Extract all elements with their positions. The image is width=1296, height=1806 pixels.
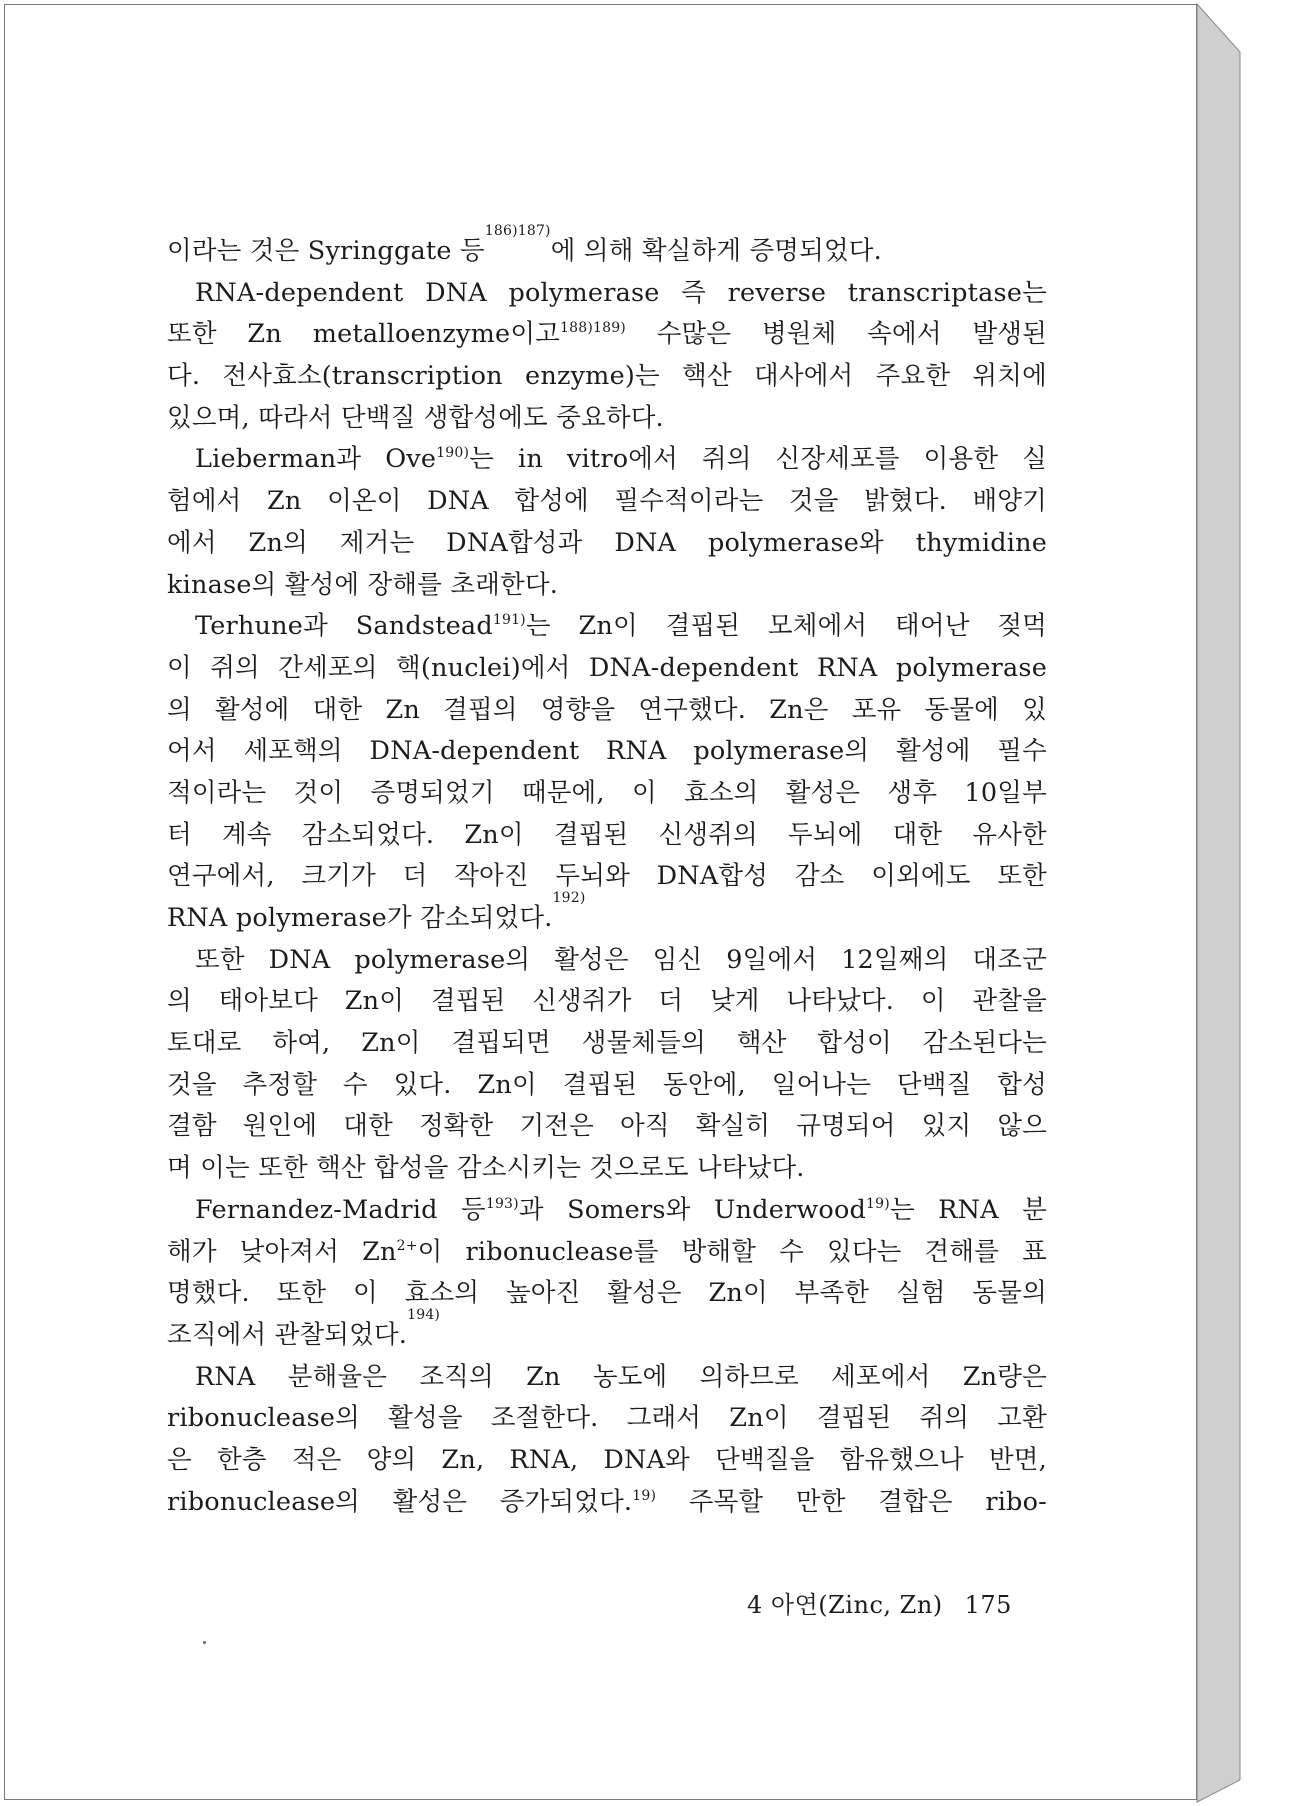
footnote-ref: 194) [407,1306,441,1323]
text-line [167,1232,1047,1274]
word: 분 [1022,1194,1047,1225]
word: 또한 [276,1278,327,1309]
word: Zn, [441,1444,485,1475]
word: 않으 [997,1111,1047,1142]
word: metalloenzyme이고$^{188)189)}$ [312,319,626,350]
word: 활성은 [607,1278,682,1309]
footnote-ref: 193) [485,1195,519,1212]
word: 수 [779,1236,804,1267]
word: 핵산 [736,1028,787,1059]
word: 이용한 [923,444,999,475]
word: DNA [268,944,331,975]
word: $Zn^{2+}$이 [362,1236,443,1267]
word: 대한 [892,819,943,850]
word: 더 [658,986,684,1017]
word: 동안에, [663,1069,746,1100]
word: 증가되었다.$^{19)}$ [499,1486,657,1517]
word: 반면, [988,1444,1047,1475]
word: 활성은 [392,1486,468,1517]
word: 활성에 [896,736,971,767]
text-line [167,606,1047,648]
text-line [167,1398,1047,1440]
word: 대사에서 [754,361,854,392]
text-line [167,1440,1047,1482]
footnote-ref: 19) [866,1195,890,1212]
word: 동물에 [924,694,1000,725]
body-text [167,223,1047,1523]
word: 의 [167,986,192,1017]
word: 의하므로 [699,1361,799,1392]
word: ribonuclease의 [167,1403,361,1434]
document-page [4,4,1197,1800]
word: 험에서 [167,486,242,517]
word: 조절한다. [490,1403,599,1434]
word: 있다는 [827,1236,902,1267]
word: 임신 [652,944,703,975]
word: DNA-dependent [588,652,799,683]
word: 또한 [997,861,1047,892]
word: 관찰을 [972,986,1047,1017]
text-line [167,1065,1047,1107]
word: polymerase의 [693,736,870,767]
text-line [167,940,1047,982]
word: 실 [1022,444,1047,475]
word: 크기가 [301,861,376,892]
text-line [167,1023,1047,1065]
word: Zn [385,694,420,725]
footnote-ref: 188)189) [560,320,626,337]
word: DNA합성과 [446,527,583,558]
word: 핵산 [682,361,732,392]
word: 은 [167,1444,192,1475]
word: 결핍된 [430,986,506,1017]
word: 단백질 [896,1069,972,1100]
word: 낮아져서 [239,1236,340,1267]
word: 감소되었다. [301,819,435,850]
word: 결핍의 [443,694,518,725]
word: 이외에도 [871,861,971,892]
word: Zn [526,1361,561,1392]
word: ribo- [985,1486,1047,1517]
word: 이 [167,652,192,683]
word: Zn이 [729,1403,789,1434]
word: 토대로 [167,1028,242,1059]
word: 정확한 [418,1111,494,1142]
footnote-ref: 192) [552,890,586,906]
word: 수많은 [656,319,732,350]
word: vitro에서 [566,444,678,475]
text-line [167,223,1047,273]
word: 명했다. [167,1278,250,1309]
word: Fernandez-Madrid [195,1194,438,1225]
word: 의 [167,694,192,725]
word: 결핍된 [562,1069,638,1100]
word: 태어난 [895,611,970,642]
word: 분해율은 [287,1361,388,1392]
word: 실험 [895,1278,946,1309]
text-line [167,398,1047,440]
text-line [167,1273,1047,1315]
word: 부족한 [794,1278,870,1309]
word: 단백질을 [715,1444,815,1475]
text-line [167,439,1047,481]
word: 발생된 [972,319,1047,350]
word: DNA [614,527,677,558]
word: 어서 [167,736,217,767]
word: transcriptase는 [847,277,1047,308]
word: polymerase [895,652,1047,683]
word: 쥐의 [210,652,260,683]
word: 유사한 [972,819,1047,850]
word: ribonuclease의 [167,1486,361,1517]
word: 필수적이라는 [614,486,764,517]
word: Somers와 [567,1194,691,1225]
word: Zn이 [361,1028,421,1059]
word: 원인에 [242,1111,318,1142]
word: 만한 [795,1486,846,1517]
text-line [167,1148,1047,1190]
text-line [167,565,1047,607]
word: enzyme)는 [525,361,660,392]
word: 결핍된 [665,611,741,642]
text-line [167,690,1047,732]
word: 수 [342,1069,368,1100]
word: 대조군 [972,944,1047,975]
word: 추정할 [242,1069,318,1100]
word: 활성을 [388,1403,463,1434]
word: 합성 [997,1069,1047,1100]
word: 고환 [997,1403,1047,1434]
word: 이 [920,986,946,1017]
word: 생후 [887,777,938,808]
word: 있 [1022,694,1047,725]
word: 때문에, [521,777,605,808]
word: 결함 [167,1111,217,1142]
word: 9일에서 [726,944,818,975]
word: 한층 [216,1444,267,1475]
word: 연구했다. [638,694,747,725]
word: 위치에 [972,361,1047,392]
word: Terhune과 [195,611,328,642]
word: reverse [727,277,827,308]
word: 필수 [997,736,1047,767]
word: 양의 [366,1444,417,1475]
word: RNA-dependent [195,277,404,308]
word: 효소의 [684,777,759,808]
word: 활성은 [785,777,861,808]
text-line [167,273,1047,315]
word: Ove$^{190)}$는 [385,444,495,475]
word: Lieberman과 [195,444,362,475]
word: 세포에서 [831,1361,931,1392]
line-text: 이라는 것은 Syringgate 등 [167,236,485,266]
text-line [167,981,1047,1023]
word: 등$^{193)}$과 [461,1194,544,1225]
running-footer-chapter: 4 아연(Zinc, Zn) [747,1591,943,1619]
word: 아직 [620,1111,670,1142]
word: 간세포의 [278,652,378,683]
word: DNA합성 [656,861,769,892]
word: 전사효소(transcription [222,361,503,392]
word: 것을 [788,486,839,517]
word: 함유했으나 [839,1444,964,1475]
footnote-ref: 19) [632,1487,657,1504]
word: 농도에 [592,1361,668,1392]
word: 결핍된 [816,1403,892,1434]
line-text: 조직에서 관찰되었다. [167,1319,408,1350]
word: 태아보다 [218,986,318,1017]
word: DNA와 [603,1444,691,1475]
word: 두뇌에 [787,819,863,850]
word: 쥐의 [701,444,752,475]
word: 효소의 [404,1278,480,1309]
word: 활성은 [554,944,629,975]
text-line [167,481,1047,523]
word: 대한 [312,694,363,725]
footnote-ref: 2+ [396,1237,418,1254]
word: 감소 [794,861,845,892]
word: ribonuclease를 [465,1236,659,1267]
word: 쥐의 [919,1403,970,1434]
text-line [167,815,1047,857]
word: 신생쥐가 [532,986,632,1017]
word: Underwood$^{19)}$는 [713,1194,915,1225]
page-number: 175 [964,1591,1012,1619]
word: 배양기 [972,486,1047,517]
word: 나타났다. [786,986,895,1017]
word: RNA, [509,1444,579,1475]
text-line [167,1106,1047,1148]
word: 속에서 [867,319,942,350]
word: 있지 [921,1111,972,1142]
word: 합성에 [514,486,589,517]
word: in [517,444,543,475]
text-line [167,356,1047,398]
line-text: 있으며, 따라서 단백질 생합성에도 중요하다. [167,402,664,433]
page-footer [747,1585,1012,1620]
word: 생물체들의 [581,1028,706,1059]
text-line [167,1357,1047,1399]
text-line [167,731,1047,773]
word: polymerase [508,277,660,308]
word: thymidine [915,527,1047,558]
word: RNA [938,1194,999,1225]
line-text: kinase의 활성에 장해를 초래한다. [167,569,558,600]
word: Zn이 [464,819,524,850]
word: Sandstead$^{191)}$는 [355,611,551,642]
word: Zn이 [344,986,405,1017]
word: 이 [353,1278,378,1309]
text-line [167,890,1047,940]
word: Zn이 [578,611,638,642]
word: 주목할 [688,1486,764,1517]
text-line [167,1306,1047,1357]
text-line [167,523,1047,565]
word: 기전은 [519,1111,594,1142]
text-line [167,1482,1047,1524]
scan-speck [203,1641,206,1644]
word: DNA [427,486,489,517]
word: 12일째의 [841,944,949,975]
word: 신장세포를 [775,444,900,475]
word: 10일부 [964,777,1047,808]
footnote-ref: 190) [436,445,470,462]
word: 주요한 [875,361,951,392]
text-line [167,648,1047,690]
word: 증명되었기 [370,777,495,808]
word: RNA [195,1361,256,1392]
word: 신생쥐의 [658,819,758,850]
word: 다. [167,361,201,392]
footnote-ref: 186)187) [484,223,551,239]
word: 포유 [851,694,902,725]
word: 결핍되면 [451,1028,551,1059]
word: 이 [631,777,657,808]
word: 영향을 [540,694,616,725]
word: 또한 [167,319,217,350]
word: 것을 [167,1069,217,1100]
word: DNA [425,277,487,308]
word: 규명되어 [796,1111,896,1142]
word: 표 [1022,1236,1047,1267]
word: 세포핵의 [243,736,343,767]
word: 대한 [343,1111,393,1142]
word: 해가 [167,1236,217,1267]
text-line [167,314,1047,356]
line-text: 에 의해 확실하게 증명되었다. [550,236,882,266]
word: 밝혔다. [864,486,947,517]
word: 일어나는 [771,1069,872,1100]
text-line [167,856,1047,898]
word: 적은 [291,1444,342,1475]
text-line [167,1190,1047,1232]
word: RNA [817,652,878,683]
word: Zn량은 [962,1361,1047,1392]
word: 낮게 [709,986,760,1017]
line-text: RNA polymerase가 감소되었다. [167,903,553,933]
word: 터 [167,819,192,850]
word: 젖먹 [997,611,1047,642]
word: 것이 [293,777,344,808]
word: 두뇌와 [555,861,630,892]
word: 에서 [167,527,217,558]
word: Zn이 [477,1069,537,1100]
word: 제거는 [339,527,415,558]
word: RNA [606,736,667,767]
word: 이온이 [327,486,402,517]
word: 높아진 [505,1278,581,1309]
word: 연구에서, [167,861,275,892]
word: 계속 [221,819,272,850]
word: 또한 [195,944,245,975]
word: 핵(nuclei)에서 [395,652,571,683]
word: 결핍된 [553,819,629,850]
word: 병원체 [761,319,837,350]
word: 확실히 [695,1111,771,1142]
word: 활성에 [214,694,290,725]
line-text: 며 이는 또한 핵산 합성을 감소시키는 것으로도 나타났다. [167,1153,805,1184]
word: 결합은 [878,1486,953,1517]
word: 조직의 [419,1361,494,1392]
word: Zn [247,319,282,350]
word: 견해를 [924,1236,1000,1267]
word: Zn [267,486,302,517]
word: 작아진 [454,861,529,892]
word: 더 [402,861,428,892]
word: Zn은 [769,694,829,725]
word: 방해할 [681,1236,757,1267]
word: polymerase의 [354,944,531,975]
word: 있다. [393,1069,452,1100]
word: 즉 [681,277,707,308]
word: 적이라는 [167,777,267,808]
word: 모체에서 [767,611,868,642]
word: 하여, [272,1028,331,1059]
word: 동물의 [972,1278,1047,1309]
word: 합성이 [817,1028,892,1059]
word: DNA-dependent [369,736,580,767]
word: Zn이 [708,1278,768,1309]
footnote-ref: 191) [492,612,526,629]
text-line [167,773,1047,815]
word: 그래서 [626,1403,702,1434]
word: 감소된다는 [922,1028,1047,1059]
word: Zn의 [248,527,308,558]
word: polymerase와 [707,527,884,558]
